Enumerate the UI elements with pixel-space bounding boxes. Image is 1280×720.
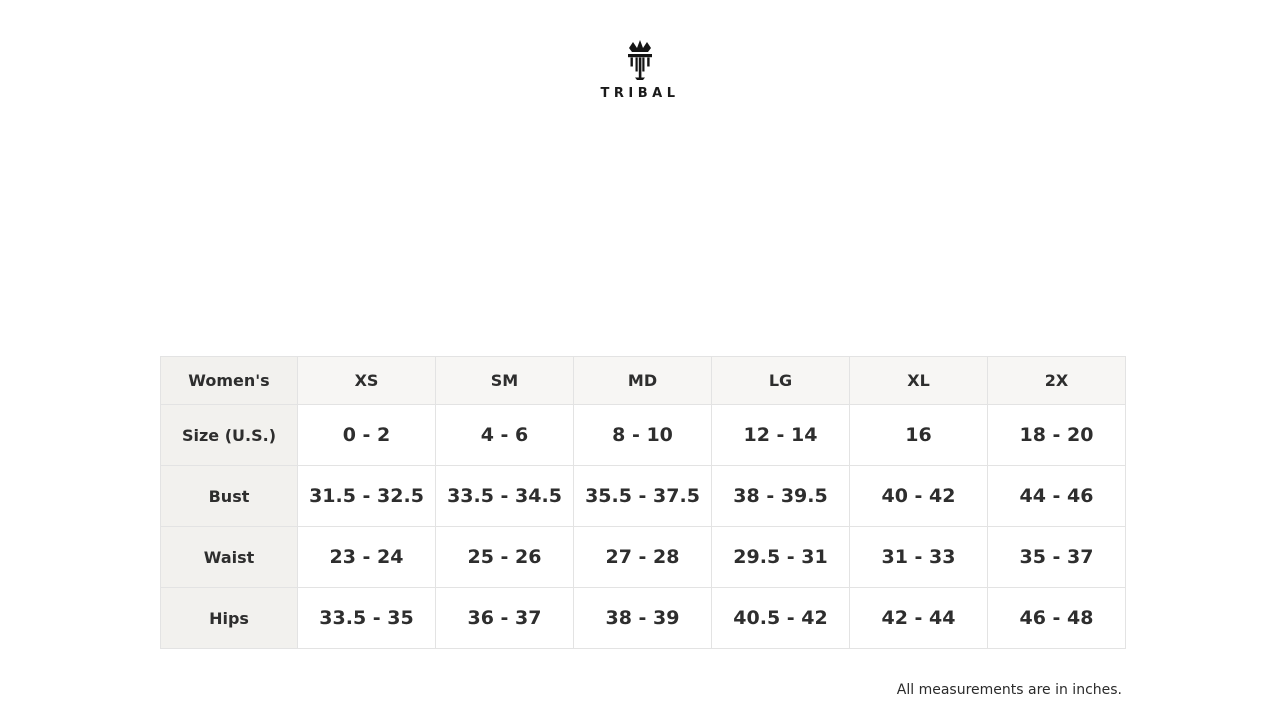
cell-waist-xs: 23 - 24 xyxy=(298,527,436,588)
table-row xyxy=(161,466,1126,527)
cell-waist-xl: 31 - 33 xyxy=(850,527,988,588)
brand-header xyxy=(0,36,1280,101)
brand-name: TRIBAL xyxy=(600,86,680,101)
cell-bust-md: 35.5 - 37.5 xyxy=(574,466,712,527)
cell-bust-2x: 44 - 46 xyxy=(988,466,1126,527)
cell-hips-2x: 46 - 48 xyxy=(988,588,1126,649)
cell-size-sm: 4 - 6 xyxy=(436,405,574,466)
table-header-row xyxy=(161,357,1126,405)
row-label-size: Size (U.S.) xyxy=(161,405,298,466)
cell-bust-lg: 38 - 39.5 xyxy=(712,466,850,527)
cell-bust-xl: 40 - 42 xyxy=(850,466,988,527)
cell-size-md: 8 - 10 xyxy=(574,405,712,466)
column-header-4: LG xyxy=(712,357,850,405)
measurement-footnote: All measurements are in inches. xyxy=(896,682,1122,698)
cell-size-lg: 12 - 14 xyxy=(712,405,850,466)
cell-size-xs: 0 - 2 xyxy=(298,405,436,466)
cell-size-xl: 16 xyxy=(850,405,988,466)
cell-waist-2x: 35 - 37 xyxy=(988,527,1126,588)
column-header-5: XL xyxy=(850,357,988,405)
column-header-0: Women's xyxy=(161,357,298,405)
row-label-waist: Waist xyxy=(161,527,298,588)
cell-bust-sm: 33.5 - 34.5 xyxy=(436,466,574,527)
size-chart-table xyxy=(160,356,1126,649)
table-row xyxy=(161,405,1126,466)
cell-hips-xs: 33.5 - 35 xyxy=(298,588,436,649)
cell-bust-xs: 31.5 - 32.5 xyxy=(298,466,436,527)
cell-waist-md: 27 - 28 xyxy=(574,527,712,588)
cell-waist-lg: 29.5 - 31 xyxy=(712,527,850,588)
cell-waist-sm: 25 - 26 xyxy=(436,527,574,588)
size-chart-body xyxy=(161,405,1126,649)
cell-hips-md: 38 - 39 xyxy=(574,588,712,649)
cell-hips-sm: 36 - 37 xyxy=(436,588,574,649)
cell-hips-xl: 42 - 44 xyxy=(850,588,988,649)
column-header-2: SM xyxy=(436,357,574,405)
cell-size-2x: 18 - 20 xyxy=(988,405,1126,466)
row-label-hips: Hips xyxy=(161,588,298,649)
row-label-bust: Bust xyxy=(161,466,298,527)
size-chart-header xyxy=(161,357,1126,405)
column-header-6: 2X xyxy=(988,357,1126,405)
cell-hips-lg: 40.5 - 42 xyxy=(712,588,850,649)
table-row xyxy=(161,588,1126,649)
size-chart xyxy=(160,356,1123,649)
table-row xyxy=(161,527,1126,588)
column-header-1: XS xyxy=(298,357,436,405)
column-header-3: MD xyxy=(574,357,712,405)
crown-trident-icon xyxy=(617,36,663,82)
